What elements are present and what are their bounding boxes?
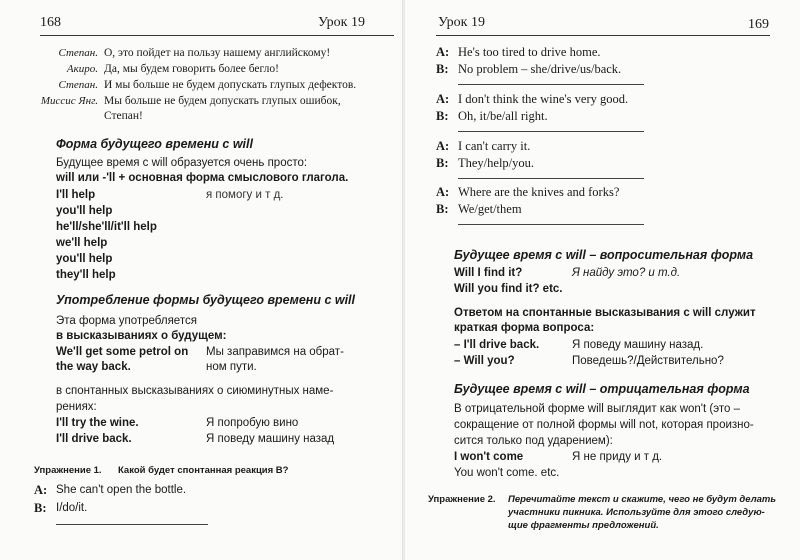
page-number-left: 168 [40,15,61,30]
speaker-a: A: [436,185,450,199]
negative-text: сокращение от полной формы will not, которая произно- [454,419,754,431]
header-rule-left [40,35,394,36]
example-ru: Мы заправимся на обрат- [206,346,344,358]
page-header-title-right: Урок 19 [438,15,485,30]
form-translation: я помогу и т д. [206,189,284,201]
answer-blank [458,224,644,225]
exercise-label: Упражнение 1. [34,465,102,476]
answer-rule: краткая форма вопроса: [454,322,595,334]
section-heading-question: Будущее время с will – вопросительная форма [454,248,754,262]
answer-blank [458,131,644,132]
exercise-instruction: Какой будет спонтанная реакция B? [118,465,289,476]
exercise-instruction: участники пикника. Используйте для этого следую- [508,507,765,518]
dialogue-speaker: Степан. [58,47,98,59]
pair-a-text: I can't carry it. [458,139,531,153]
form-item: you'll help [56,205,113,217]
example-en: I'll try the wine. [56,417,139,429]
exercise-b-text: I/do/it. [56,502,88,514]
usage-spontaneous: в спонтанных высказываниях о сиюминутных наме- [56,385,334,397]
form-formula: will или -'ll + основная форма смыслового глагола. [56,172,349,184]
form-intro: Будущее время с will образуется очень просто: [56,157,308,169]
speaker-b: B: [436,62,449,76]
dialogue-speaker: Миссис Янг. [40,95,98,107]
right-page [404,0,800,560]
section-heading-negative: Будущее время с will – отрицательная форма [454,382,750,396]
dialogue-line: И мы больше не будем допускать глупых дефектов. [104,79,357,91]
negative-text: сится только под ударением): [454,435,613,447]
example-en: We'll get some petrol on [56,346,189,358]
dialogue-line: Да, мы будем говорить более бегло! [104,63,279,75]
speaker-b: B: [436,202,449,216]
exercise-a-text: She can't open the bottle. [56,484,187,496]
dialogue-line: Степан! [104,110,143,122]
negative-en: You won't come. etc. [454,467,560,479]
pair-b-text: They/help/you. [458,156,535,170]
negative-ru: Я не приду и т д. [572,451,663,463]
form-item: we'll help [56,237,108,249]
example-ru: Я поведу машину назад [206,433,335,445]
speaker-a: A: [436,92,450,106]
example-ru: Я попробую вино [206,417,299,429]
pair-b-text: Oh, it/be/all right. [458,109,548,123]
answer-blank [458,84,644,85]
exercise-instruction: щие фрагменты предложений. [508,520,659,531]
speaker-b: B: [436,109,449,123]
page-number-right: 169 [748,17,769,32]
speaker-b: B: [436,156,449,170]
pair-b-text: We/get/them [458,202,522,216]
question-ru: Я найду это? и т.д. [572,267,681,279]
exercise-instruction: Перечитайте текст и скажите, чего не будут делать [508,494,776,505]
form-item: he'll/she'll/it'll help [56,221,157,233]
usage-intro: Эта форма употребляется [56,315,197,327]
pair-b-text: No problem – she/drive/us/back. [458,62,622,76]
question-en: Will you find it? etc. [454,283,563,295]
form-item: I'll help [56,189,96,201]
answer-rule: Ответом на спонтанные высказывания с will служит [454,307,756,319]
usage-spontaneous: рениях: [56,401,97,413]
form-item: they'll help [56,269,116,281]
negative-en: I won't come [454,451,524,463]
form-item: you'll help [56,253,113,265]
example-en: the way back. [56,361,131,373]
section-heading-form: Форма будущего времени с will [56,137,253,151]
dialogue-speaker: Акиро. [66,63,98,75]
dialogue-line: О, это пойдет на пользу нашему английскому! [104,47,331,59]
pair-a-text: Where are the knives and forks? [458,185,620,199]
dialogue-speaker: Степан. [58,79,98,91]
negative-text: В отрицательной форме will выглядит как won't (это – [454,403,740,415]
dialogue-ru: Я поведу машину назад. [572,339,704,351]
example-ru: ном пути. [206,361,257,373]
usage-future: в высказываниях о будущем: [56,330,227,342]
speaker-b: B: [34,501,47,515]
speaker-a: A: [34,483,48,497]
dialogue-en: – I'll drive back. [454,339,540,351]
speaker-a: A: [436,139,450,153]
dialogue-en: – Will you? [454,355,515,367]
dialogue-ru: Поведешь?/Действительно? [572,355,724,367]
page-header-title-left: Урок 19 [318,15,365,30]
header-rule-right [436,35,770,36]
question-en: Will I find it? [454,267,523,279]
example-en: I'll drive back. [56,433,132,445]
exercise-label: Упражнение 2. [428,494,496,505]
answer-blank [458,178,644,179]
pair-a-text: I don't think the wine's very good. [458,92,629,106]
section-heading-usage: Употребление формы будущего времени с will [56,293,356,307]
dialogue-line: Мы больше не будем допускать глупых ошибок, [104,95,341,107]
answer-blank [56,524,208,525]
pair-a-text: He's too tired to drive home. [458,45,601,59]
speaker-a: A: [436,45,450,59]
